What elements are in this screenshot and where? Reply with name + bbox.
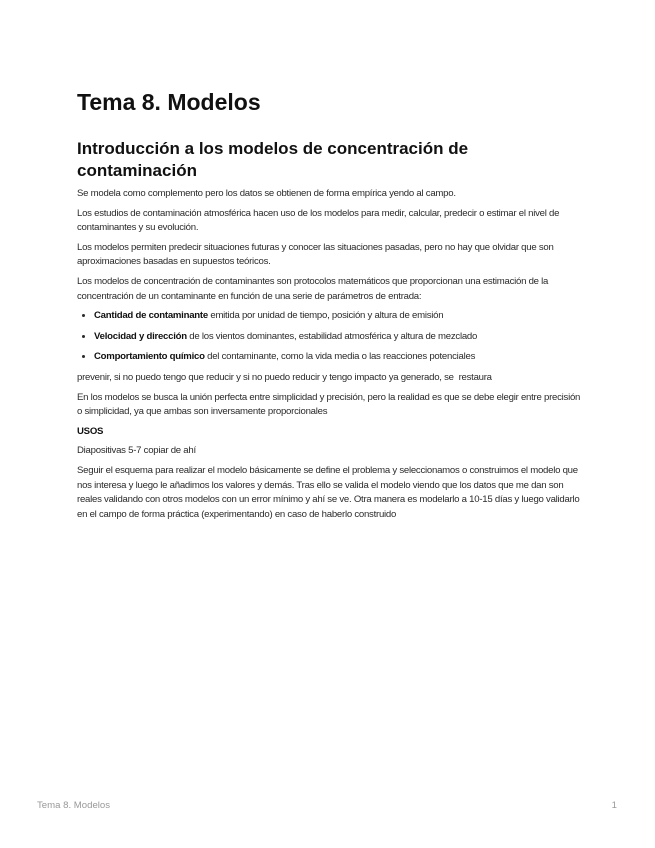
paragraph: Los modelos permiten predecir situaciones futuras y conocer las situaciones pasadas, pero no hay que olvidar que son aproximaciones basadas en supuestos teóricos. [77,241,554,268]
list-item [94,309,582,324]
list-item-text: emitida por unidad de tiempo, posición y altura de emisión [207,310,444,322]
paragraph: Seguir el esquema para realizar el modelo básicamente se define el problema y seleccionamos o construimos el modelo que nos interesa y luego le añadimos los valores y demás. Tras ello se valida el modelo viendo que los datos que me dan son reales validando con otros modelos con un error mínimo y ahí se ve. Otra manera es modelarlo a 10-15 días y luego validarlo en el campo de forma práctica (experimentando) en caso de haberlo construido [77,464,580,520]
document-body [77,88,582,527]
list-item-text: de los vientos dominantes, estabilidad atmosférica y altura de mezclado [186,330,478,342]
list-item-bold: Comportamiento químico [94,351,205,363]
paragraph: Los estudios de contaminación atmosférica hacen uso de los modelos para medir, calcular, predecir o estimar el nivel de contaminantes y su evolución. [77,207,560,234]
paragraph: Los modelos de concentración de contaminantes son protocolos matemáticos que proporcionan una estimación de la concentración de un contaminante en función de una serie de parámetros de entrada: [77,275,549,302]
paragraph: Diapositivas 5-7 copiar de ahí [77,445,196,457]
paragraph: En los modelos se busca la unión perfecta entre simplicidad y precisión, pero la realidad es que se debe elegir entre precisión o simplicidad, ya que ambas son inversamente proporcionales [77,391,581,418]
paragraph: Se modela como complemento pero los datos se obtienen de forma empírica yendo al campo. [77,188,456,199]
page-title: Tema 8. Modelos [77,89,261,115]
paragraph: prevenir, si no puedo tengo que reducir y si no puedo reducir y tengo impacto ya generado, se restaura [77,371,492,383]
list-item-bold: Velocidad y dirección [94,330,187,342]
usos-heading: USOS [77,425,104,437]
list-item [94,350,582,365]
list-item-bold: Cantidad de contaminante [94,310,208,322]
parameter-list [77,309,582,365]
page-number: 1 [611,800,617,811]
section-title: Introducción a los modelos de concentración de contaminación [77,139,469,180]
list-item-text: del contaminante, como la vida media o las reacciones potenciales [204,351,476,363]
footer-title: Tema 8. Modelos [37,800,111,811]
list-item [94,330,582,345]
